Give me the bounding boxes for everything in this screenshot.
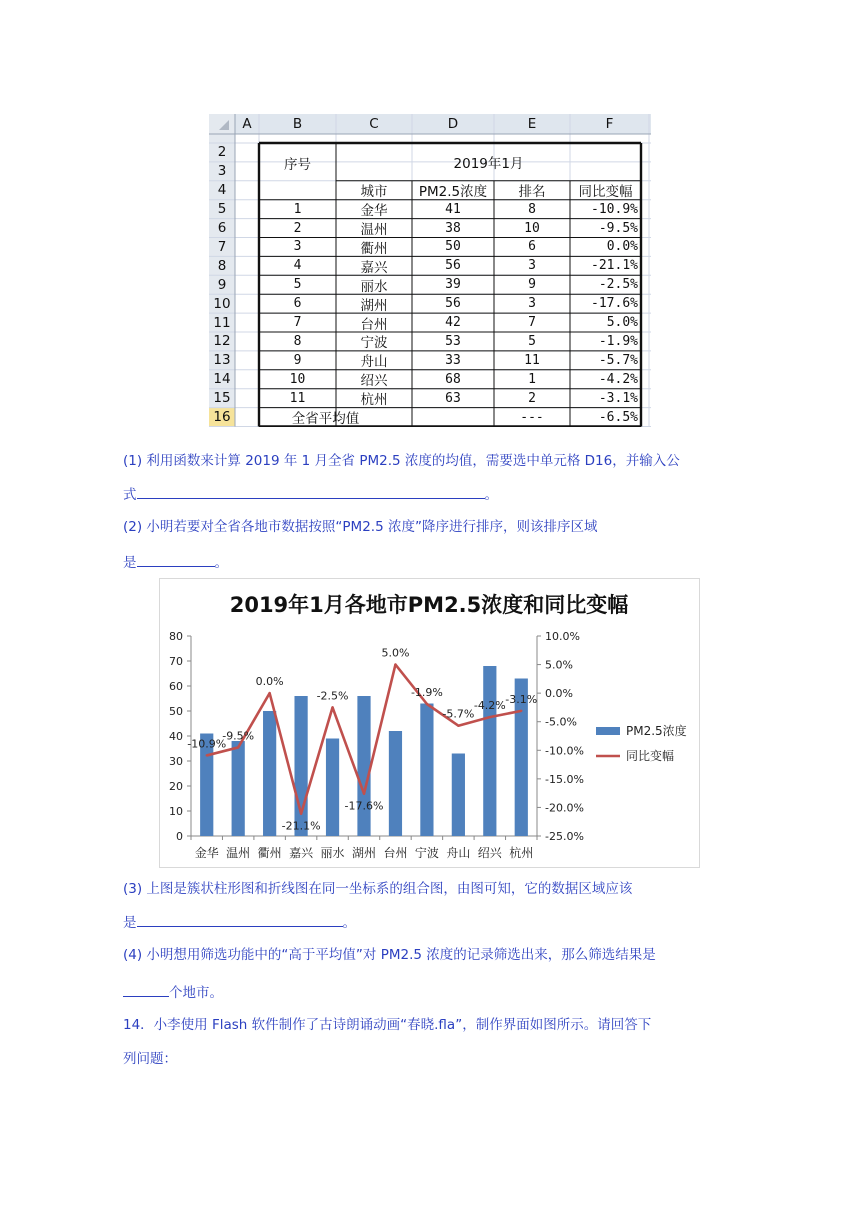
column-header-b: B: [292, 116, 303, 132]
cell-rank: 3: [528, 296, 536, 312]
chart-title: 2019年1月各地市PM2.5浓度和同比变幅: [229, 593, 629, 617]
cell-change: 5.0%: [606, 315, 638, 331]
cell-seq: 1: [293, 201, 302, 217]
y-right-tick-label: 10.0%: [545, 630, 580, 643]
row-header-2: 2: [217, 144, 227, 161]
line-point: [520, 710, 522, 712]
line-data-label: -17.6%: [344, 799, 384, 813]
question-1-prefix: 式: [123, 487, 137, 503]
row-header-10: 10: [213, 295, 231, 312]
x-tick-label: 湖州: [351, 846, 377, 860]
cell-seq: 3: [293, 239, 302, 255]
cell-pm25: 39: [445, 277, 461, 293]
question-14-line-2: 列问题：: [123, 1051, 177, 1067]
question-1-line-2: [123, 484, 498, 504]
cell-seq: 5: [293, 277, 302, 293]
line-data-label: -3.1%: [505, 692, 538, 706]
row-header-7: 7: [217, 238, 227, 255]
x-tick-label: 绍兴: [477, 846, 502, 860]
cell-average-change: -6.5%: [598, 409, 638, 425]
cell-pm25: 68: [445, 371, 461, 387]
line-data-label: -10.9%: [187, 737, 227, 751]
header-rank: 排名: [518, 184, 546, 201]
cell-seq: 8: [293, 333, 302, 349]
bar-pm25: [389, 731, 402, 836]
question-4-suffix: 个地市。: [169, 985, 223, 1001]
cell-change: -4.2%: [598, 371, 638, 387]
legend-swatch-pm25: [596, 727, 620, 735]
cell-change: -5.7%: [598, 352, 638, 368]
line-point: [331, 706, 333, 708]
cell-rank: 5: [528, 333, 536, 349]
y-left-tick-label: 20: [169, 780, 183, 793]
bar-pm25: [326, 739, 339, 837]
line-point: [237, 746, 239, 748]
question-2-answer-blank[interactable]: [137, 552, 215, 567]
line-data-label: -4.2%: [473, 699, 506, 713]
cell-seq: 9: [293, 352, 302, 368]
cell-city: 温州: [360, 222, 388, 239]
cell-seq: 2: [293, 220, 302, 236]
cell-rank: 3: [528, 258, 536, 274]
cell-rank: 2: [528, 390, 536, 406]
cell-seq: 11: [289, 390, 306, 406]
bar-pm25: [420, 704, 433, 837]
line-point: [300, 813, 302, 815]
cell-pm25: 53: [445, 333, 461, 349]
cell-pm25: 33: [445, 352, 461, 368]
bar-pm25: [483, 666, 496, 836]
row-header-13: 13: [213, 352, 231, 369]
cell-average-label: 全省平均值: [291, 411, 360, 428]
row-header-4: 4: [217, 182, 227, 199]
column-header-e: E: [527, 116, 537, 132]
x-tick-label: 丽水: [320, 846, 345, 860]
cell-city: 舟山: [360, 354, 388, 371]
y-right-tick-label: -15.0%: [545, 772, 584, 786]
y-right-tick-label: 5.0%: [545, 658, 573, 672]
row-header-1: [209, 134, 235, 143]
y-left-tick-label: 30: [169, 755, 183, 768]
line-point: [206, 754, 208, 756]
y-left-tick-label: 10: [169, 805, 183, 818]
row-header-12: 12: [213, 333, 231, 350]
y-right-tick-label: -20.0%: [545, 801, 584, 815]
x-tick-label: 台州: [383, 846, 408, 860]
question-4-line-2: [123, 982, 223, 1002]
combo-chart: [159, 578, 700, 868]
column-header-f: F: [605, 116, 614, 132]
legend-label-pm25: PM2.5浓度: [626, 724, 687, 738]
cell-change: -9.5%: [598, 220, 638, 236]
question-3-answer-blank[interactable]: [137, 912, 343, 927]
bar-pm25: [263, 711, 276, 836]
row-header-5: 5: [217, 201, 227, 218]
bar-pm25: [232, 741, 245, 836]
cell-change: -1.9%: [598, 333, 638, 349]
header-seq: 序号: [284, 156, 311, 173]
cell-change: -21.1%: [591, 258, 638, 274]
y-right-tick-label: 0.0%: [545, 687, 573, 701]
x-tick-label: 杭州: [509, 846, 534, 860]
cell-rank: 9: [528, 277, 536, 293]
y-left-tick-label: 60: [169, 680, 183, 693]
bar-pm25: [357, 696, 370, 836]
cell-change: -2.5%: [598, 277, 638, 293]
y-right-tick-label: -25.0%: [545, 830, 584, 843]
x-tick-label: 嘉兴: [289, 846, 314, 860]
x-tick-label: 金华: [194, 846, 219, 860]
question-14-line-1: 14．小李使用 Flash 软件制作了古诗朗诵动画“春晓.fla”，制作界面如图所示。请回答下: [123, 1017, 652, 1033]
y-left-tick-label: 40: [169, 730, 183, 743]
header-pm25: PM2.5浓度: [418, 184, 488, 201]
column-header-c: C: [369, 116, 379, 132]
cell-average-rank: ---: [520, 409, 544, 425]
header-city: 城市: [360, 184, 388, 201]
cell-city: 金华: [360, 203, 388, 220]
y-right-tick-label: -5.0%: [545, 715, 577, 729]
cell-pm25: 41: [445, 201, 461, 217]
spreadsheet-screenshot: [209, 114, 651, 427]
column-header-d: D: [447, 116, 459, 132]
y-left-tick-label: 50: [169, 705, 183, 718]
question-3-line-2: [123, 912, 356, 932]
cell-seq: 4: [293, 258, 302, 274]
legend-label-change: 同比变幅: [626, 749, 675, 763]
cell-city: 嘉兴: [360, 259, 388, 276]
row-header-11: 11: [213, 314, 231, 331]
question-1-line-1: (1) 利用函数来计算 2019 年 1 月全省 PM2.5 浓度的均值，需要选中单元格 D16，并输入公: [123, 453, 680, 469]
header-change: 同比变幅: [578, 184, 633, 201]
line-data-label: -1.9%: [410, 686, 443, 699]
cell-pm25: 50: [445, 239, 461, 255]
cell-city: 宁波: [360, 335, 388, 352]
cell-pm25: 56: [445, 258, 461, 274]
cell-city: 衢州: [360, 240, 388, 257]
x-tick-label: 舟山: [446, 846, 471, 860]
cell-rank: 1: [528, 371, 536, 387]
row-header-14: 14: [213, 371, 231, 388]
question-4-answer-blank[interactable]: [123, 982, 169, 997]
row-header-6: 6: [217, 220, 227, 237]
cell-city: 台州: [360, 316, 388, 333]
cell-city: 湖州: [360, 297, 388, 314]
cell-change: 0.0%: [606, 239, 638, 255]
row-header-9: 9: [217, 276, 227, 293]
cell-seq: 10: [289, 371, 306, 387]
cell-rank: 6: [528, 239, 536, 255]
cell-rank: 8: [528, 201, 536, 217]
cell-change: -17.6%: [591, 296, 638, 312]
cell-pm25: 38: [445, 220, 461, 236]
combo-chart-svg: [159, 578, 700, 868]
line-point: [394, 663, 396, 665]
question-3-suffix: 。: [342, 915, 356, 931]
line-data-label: -2.5%: [316, 689, 349, 703]
cell-rank: 11: [524, 352, 540, 368]
cell-pm25: 56: [445, 296, 461, 312]
row-header-15: 15: [213, 390, 231, 407]
cell-change: -10.9%: [591, 201, 638, 217]
cell-pm25: 42: [445, 315, 461, 331]
line-data-label: 0.0%: [255, 675, 284, 689]
cell-rank: 7: [528, 315, 536, 331]
header-month: 2019年1月: [453, 155, 524, 172]
cell-city: 丽水: [360, 278, 388, 295]
y-right-tick-label: -10.0%: [545, 744, 584, 758]
line-data-label: -5.7%: [442, 707, 475, 721]
row-header-3: 3: [217, 163, 227, 180]
line-point: [363, 793, 365, 795]
y-left-tick-label: 0: [176, 830, 183, 843]
question-2-line-1: (2) 小明若要对全省各地市数据按照“PM2.5 浓度”降序进行排序，则该排序区域: [123, 519, 598, 535]
cell-pm25: 63: [445, 390, 461, 406]
question-1-answer-blank[interactable]: [137, 484, 485, 499]
cell-rank: 10: [524, 220, 540, 236]
line-point: [489, 716, 491, 718]
column-header-a: A: [242, 116, 252, 132]
cell-seq: 7: [293, 315, 302, 331]
line-data-label: -9.5%: [222, 729, 255, 743]
cell-city: 杭州: [360, 392, 388, 409]
line-data-label: 5.0%: [381, 646, 410, 660]
line-point: [268, 692, 270, 694]
question-4-line-1: (4) 小明想用筛选功能中的“高于平均值”对 PM2.5 浓度的记录筛选出来，那么筛选结果是: [123, 947, 656, 963]
y-left-tick-label: 70: [169, 655, 183, 668]
x-tick-label: 衢州: [257, 846, 282, 860]
cell-seq: 6: [293, 296, 302, 312]
y-left-tick-label: 80: [169, 630, 183, 643]
row-header-8: 8: [217, 257, 227, 274]
line-point: [426, 703, 428, 705]
cell-city: 绍兴: [360, 373, 388, 390]
x-tick-label: 宁波: [414, 846, 439, 860]
question-2-line-2: [123, 552, 228, 572]
cell-change: -3.1%: [598, 390, 638, 406]
row-header-16: 16: [213, 409, 231, 426]
question-2-suffix: 。: [214, 555, 228, 571]
question-3-line-1: (3) 上图是簇状柱形图和折线图在同一坐标系的组合图，由图可知，它的数据区域应该: [123, 881, 633, 897]
line-data-label: -21.1%: [281, 819, 321, 833]
line-point: [457, 725, 459, 727]
question-3-prefix: 是: [123, 915, 137, 931]
bar-pm25: [452, 754, 465, 837]
question-2-prefix: 是: [123, 555, 137, 571]
x-tick-label: 温州: [226, 846, 251, 860]
question-1-suffix: 。: [484, 487, 498, 503]
